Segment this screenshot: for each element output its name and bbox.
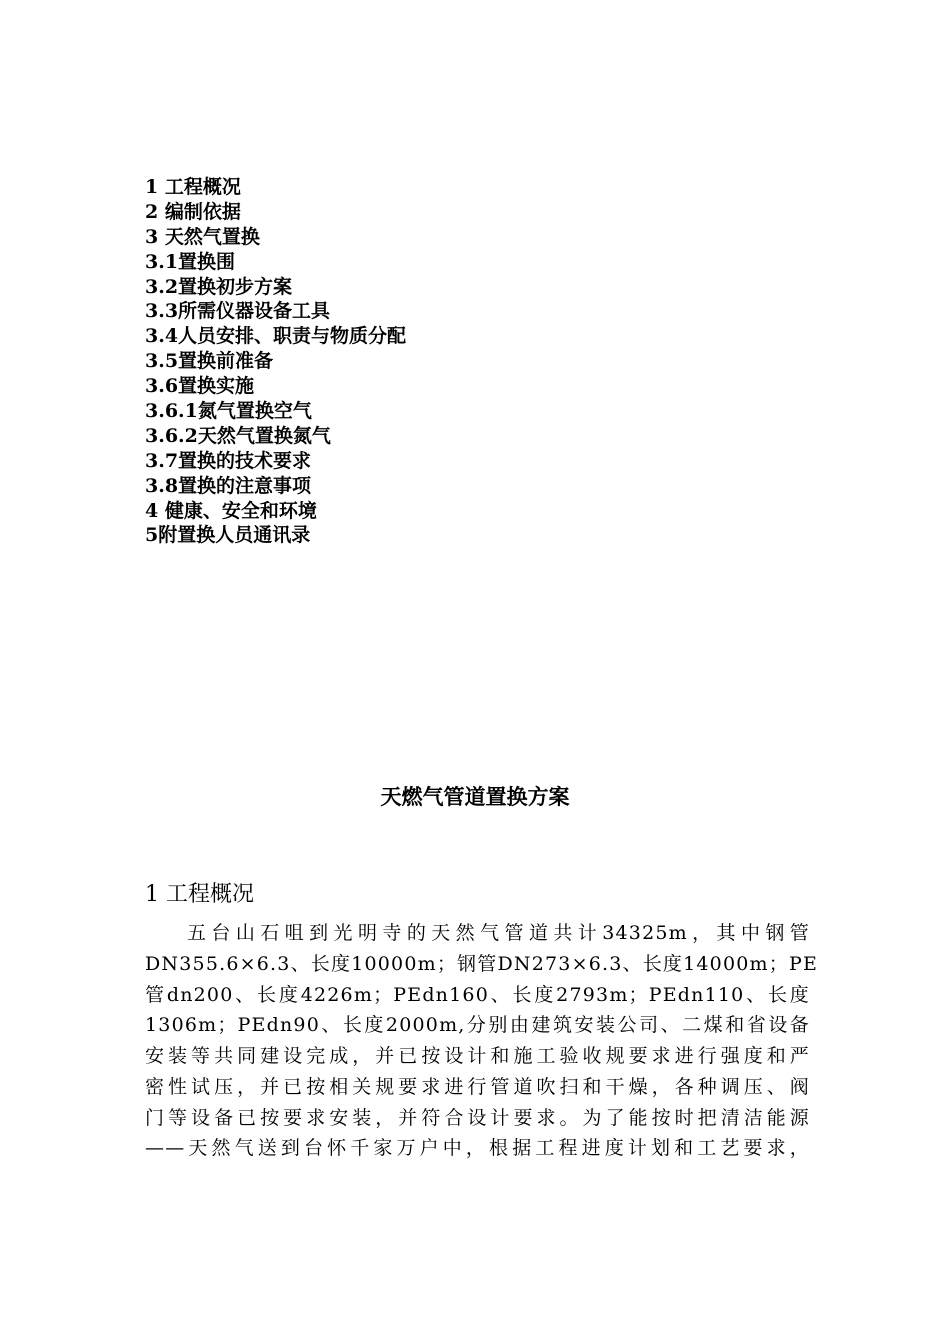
toc-item: 3.7置换的技术要求: [145, 449, 312, 472]
toc-item: 3.4人员安排、职责与物质分配: [145, 325, 407, 348]
toc-item: 3.1置换围: [145, 250, 236, 273]
document-title: 天燃气管道置换方案: [380, 784, 570, 809]
toc-item: 3.6.2天然气置换氮气: [145, 424, 331, 447]
toc-item: 3.5置换前准备: [145, 350, 274, 373]
paragraph-line: 安装等共同建设完成，并已按设计和施工验收规要求进行强度和严: [145, 1045, 810, 1067]
toc-item: 5附置换人员通讯录: [145, 524, 311, 547]
body-paragraph: [145, 918, 819, 1164]
toc-item: 3 天然气置换: [145, 225, 260, 248]
toc-item: 3.2置换初步方案: [145, 275, 293, 298]
paragraph-line: 管dn200、长度4226m；PEdn160、长度2793m；PEdn110、长度: [145, 983, 810, 1006]
toc-item: 4 健康、安全和环境: [145, 499, 317, 522]
toc-item: 3.3所需仪器设备工具: [145, 300, 331, 323]
table-of-contents: [145, 175, 406, 548]
paragraph-line: DN355.6×6.3、长度10000m；钢管DN273×6.3、长度14000m；PE: [145, 952, 819, 975]
paragraph-line: 1306m；PEdn90、长度2000m,分别由建筑安装公司、二煤和省设备: [145, 1014, 810, 1037]
toc-item: 3.8置换的注意事项: [145, 474, 312, 497]
paragraph-line: ——天然气送到台怀千家万户中，根据工程进度计划和工艺要求，: [145, 1137, 810, 1160]
toc-item: 2 编制依据: [145, 200, 241, 223]
toc-item: 3.6.1氮气置换空气: [145, 400, 312, 423]
section-heading: 1 工程概况: [145, 882, 254, 907]
toc-item: 3.6置换实施: [145, 375, 255, 398]
paragraph-line: 密性试压，并已按相关规要求进行管道吹扫和干燥，各种调压、阀: [145, 1075, 810, 1098]
paragraph-line: 五台山石咀到光明寺的天然气管道共计34325m，其中钢管: [187, 922, 810, 944]
toc-item: 1 工程概况: [145, 176, 241, 198]
paragraph-line: 门等设备已按要求安装，并符合设计要求。为了能按时把清洁能源: [145, 1106, 810, 1129]
